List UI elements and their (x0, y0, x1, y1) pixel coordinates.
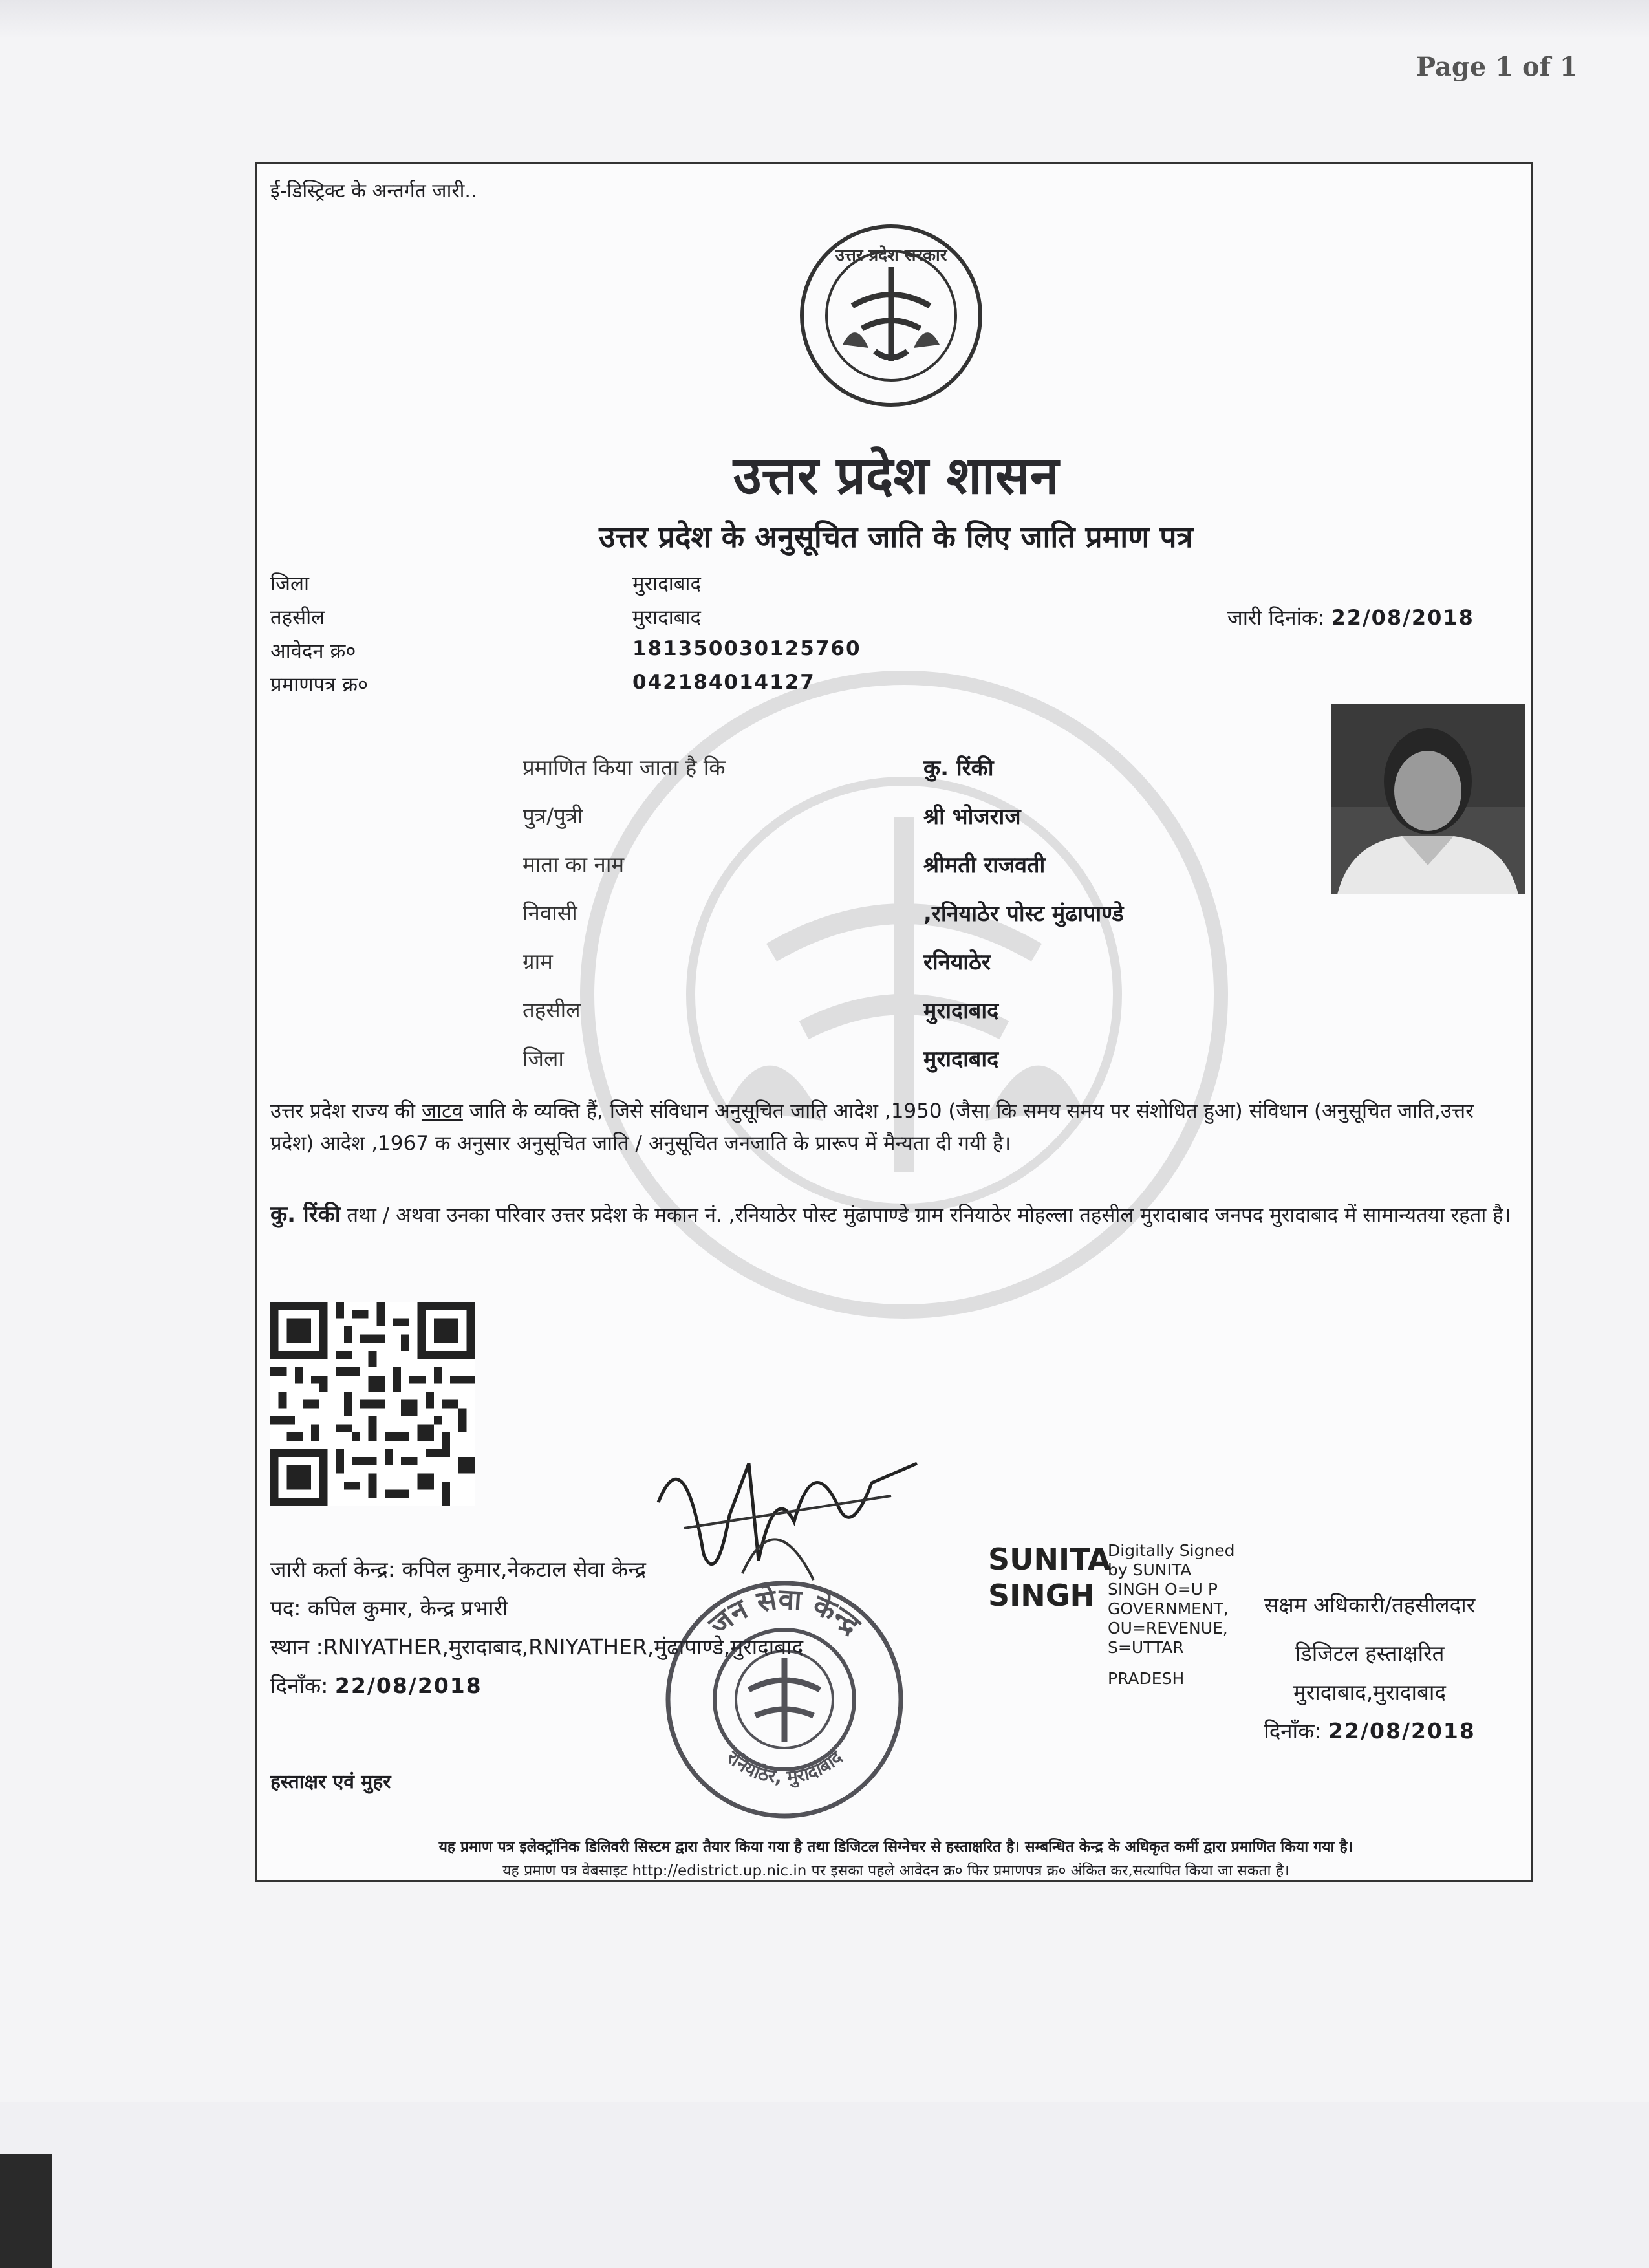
signature-detail-line: GOVERNMENT, (1108, 1599, 1229, 1618)
district-value: मुरादाबाद (632, 572, 701, 596)
authority-date (1214, 1716, 1525, 1745)
certificate-no-label: प्रमाणपत्र क्र० (270, 673, 369, 697)
jan-seva-kendra-seal-icon (658, 1573, 911, 1826)
residence-statement (270, 1198, 1518, 1231)
field-value-resident: ,रनियाठेर पोस्ट मुंढापाण्डे (923, 901, 1124, 927)
authority-place: मुरादाबाद,मुरादाबाद (1293, 1679, 1446, 1705)
field-label-village: ग्राम (523, 949, 553, 974)
field-value-tehsil: मुरादाबाद (923, 998, 999, 1024)
caste-statement-start: उत्तर प्रदेश राज्य की (270, 1099, 422, 1123)
emblem-text: उत्तर प्रदेश सरकार (835, 246, 947, 265)
tehsil-value: मुरादाबाद (632, 606, 701, 629)
footer-verification-note: यह प्रमाण पत्र वेबसाइट http://edistrict.up.nic.in पर इसका पहले आवेदन क्र० फिर प्रमाणपत्र क्र० अंकित कर,सत्यापित किया जा सकता है। (502, 1863, 1289, 1879)
field-value-village: रनियाठेर (923, 949, 991, 975)
qr-code[interactable] (270, 1302, 475, 1506)
svg-text:रनियाठेर, मुरादाबाद (722, 1746, 846, 1789)
authority-date-value: 22/08/2018 (1328, 1718, 1476, 1744)
seal-bottom-text: रनियाठेर, मुरादाबाद (722, 1746, 846, 1788)
certificate (255, 162, 1533, 1882)
caste-name: जाटव (421, 1099, 463, 1123)
caste-statement-rest: जाति के व्यक्ति हैं, जिसे संविधान अनुसूचित जाति आदेश ,1950 (जैसा कि समय समय पर संशोधित हुआ) संविधान (अनुसूचित जाति,उत्तर प्रदेश) आदेश ,1967 क अनुसार अनुसूचित जाति / अनुसूचित जनजाति के प्रारूप में मैन्यता दी गयी है। (270, 1099, 1474, 1155)
certificate-subtitle: उत्तर प्रदेश के अनुसूचित जाति के लिए जाति प्रमाण पत्र (599, 519, 1193, 554)
page-title: उत्तर प्रदेश शासन (733, 445, 1059, 506)
field-label-child-of: पुत्र/पुत्री (523, 803, 583, 828)
svg-text:जन सेवा केन्द्र (702, 1582, 868, 1643)
scan-corner-shadow (0, 2154, 52, 2268)
application-no-value: 181350030125760 (632, 637, 861, 660)
field-value-district: मुरादाबाद (923, 1046, 999, 1072)
field-label-mother: माता का नाम (523, 852, 625, 877)
scan-top-edge (0, 0, 1649, 39)
issue-date (1227, 603, 1474, 631)
page-label: Page 1 of 1 (1416, 52, 1578, 82)
signature-detail-line: OU=REVENUE, (1108, 1619, 1228, 1637)
field-value-name: कु. रिंकी (923, 755, 994, 781)
application-no-label: आवेदन क्र० (270, 640, 356, 663)
signature-detail-line: PRADESH (1108, 1669, 1185, 1688)
signature-and-seal-label: हस्ताक्षर एवं मुहर (270, 1771, 391, 1793)
applicant-photo (1331, 704, 1525, 894)
residence-name: कु. रिंकी (270, 1202, 341, 1227)
certificate-no-value: 042184014127 (632, 671, 815, 694)
signature-detail-line: S=UTTAR (1108, 1638, 1184, 1657)
issued-under-text: ई-डिस्ट्रिक्ट के अन्तर्गत जारी.. (270, 180, 477, 202)
caste-statement (270, 1095, 1518, 1160)
issuer-date-label: दिनाँक: (270, 1673, 329, 1698)
signature-detail-line: SINGH O=U P (1108, 1580, 1218, 1599)
field-value-father: श्री भोजराज (923, 804, 1021, 830)
field-value-mother: श्रीमती राजवती (923, 852, 1046, 878)
district-label: जिला (270, 572, 310, 596)
tehsil-label: तहसील (270, 606, 325, 629)
authority-signed: डिजिटल हस्ताक्षरित (1295, 1641, 1445, 1666)
authority-title: सक्षम अधिकारी/तहसीलदार (1264, 1592, 1476, 1617)
digital-signer-name (988, 1541, 1111, 1614)
up-emblem-icon (797, 222, 985, 409)
issuer-post: पद: कपिल कुमार, केन्द्र प्रभारी (270, 1595, 508, 1621)
signer-name-line2: SINGH (988, 1578, 1095, 1613)
scan-bottom-area (0, 2102, 1649, 2268)
field-label-resident: निवासी (523, 900, 577, 925)
issuing-center: जारी कर्ता केन्द्र: कपिल कुमार,नेकटाल सेवा केन्द्र (270, 1557, 646, 1582)
issue-date-label: जारी दिनांक: (1227, 605, 1325, 630)
signer-name-line1: SUNITA (988, 1542, 1111, 1577)
signature-detail-line: Digitally Signed (1108, 1541, 1235, 1560)
issuer-date-value: 22/08/2018 (334, 1673, 482, 1698)
seal-top-text: जन सेवा केन्द्र (702, 1582, 867, 1642)
signature-detail-line: by SUNITA (1108, 1561, 1192, 1579)
issue-date-value: 22/08/2018 (1331, 605, 1474, 630)
field-label-district: जिला (523, 1046, 564, 1071)
footer-note: यह प्रमाण पत्र इलेक्ट्रॉनिक डिलिवरी सिस्टम द्वारा तैयार किया गया है तथा डिजिटल सिग्नेचर से हस्ताक्षरित है। सम्बन्धित केन्द्र के अधिकृत कर्मी द्वारा प्रमाणित किया गया है। (438, 1839, 1353, 1855)
field-label-certified: प्रमाणित किया जाता है कि (523, 755, 726, 780)
authority-date-label: दिनाँक: (1264, 1718, 1322, 1744)
issuer-date (270, 1670, 482, 1700)
residence-statement-rest: तथा / अथवा उनका परिवार उत्तर प्रदेश के मकान नं. ,रनियाठेर पोस्ट मुंढापाण्डे ग्राम रनियाठेर मोहल्ला तहसील मुरादाबाद जनपद मुरादाबाद में सामान्यतया रहता है। (340, 1204, 1511, 1227)
issuer-place: स्थान :RNIYATHER,मुरादाबाद,RNIYATHER,मुंढापाण्डे,मुरादाबाद (270, 1634, 804, 1659)
field-label-tehsil: तहसील (523, 997, 581, 1022)
